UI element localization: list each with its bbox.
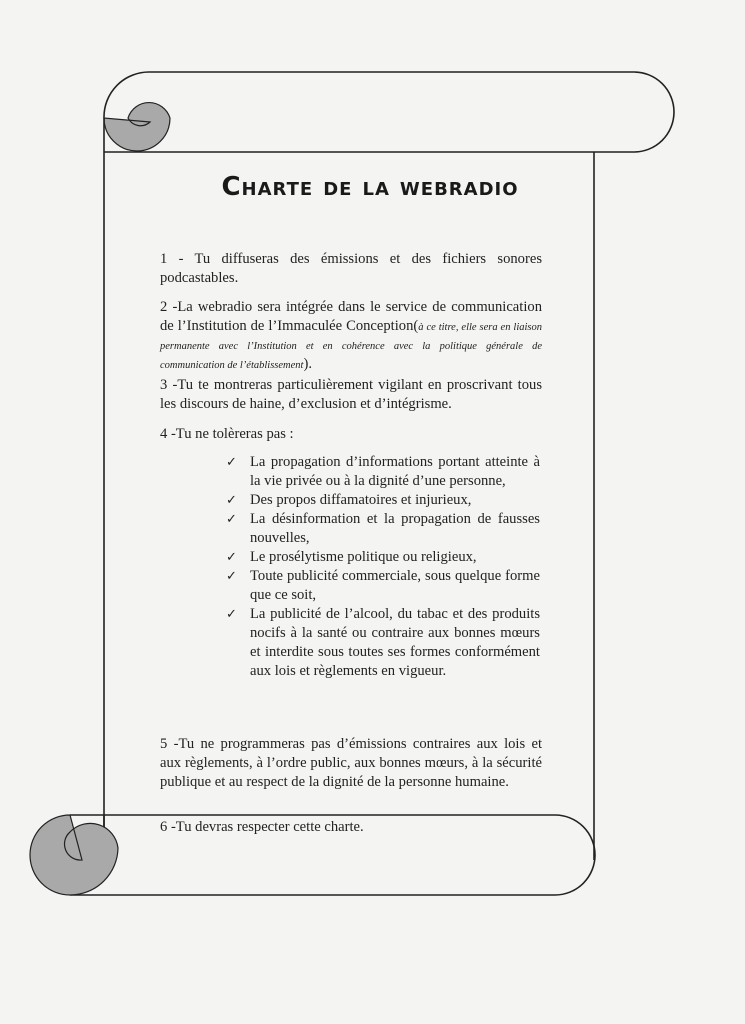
rule-6: 6 -Tu devras respecter cette charte. [160, 819, 364, 835]
checkmark-icon: ✓ [226, 550, 237, 565]
scroll-top-curl [104, 103, 170, 151]
checkmark-icon: ✓ [226, 512, 237, 527]
list-item [226, 548, 540, 567]
rule-2-main: 2 -La webradio sera intégrée dans le service de communication de l’Institution de l’Immaculée Conception( [160, 299, 542, 334]
list-item-text: Toute publicité commerciale, sous quelque forme que ce soit, [250, 568, 540, 603]
list-item [226, 605, 540, 681]
list-item-text: La publicité de l’alcool, du tabac et des produits nocifs à la santé ou contraire aux bonnes mœurs et interdite sous toutes ses formes conformément aux lois et règlements en vigueur. [250, 606, 540, 679]
list-item [226, 491, 540, 510]
rule-2-end: ). [303, 356, 312, 372]
list-item-text: Des propos diffamatoires et injurieux, [250, 492, 472, 508]
list-item-text: La propagation d’informations portant atteinte à la vie privée ou à la dignité d’une personne, [250, 454, 540, 489]
checkmark-icon: ✓ [226, 493, 237, 508]
document-title: Charte de la webradio [221, 172, 519, 202]
scroll-bottom-curl [30, 815, 118, 895]
list-item-text: Le prosélytisme politique ou religieux, [250, 549, 477, 565]
list-item [226, 567, 540, 605]
rule-2 [160, 298, 542, 374]
list-item [226, 510, 540, 548]
forbidden-list [226, 453, 540, 681]
checkmark-icon: ✓ [226, 569, 237, 584]
rule-1: 1 - Tu diffuseras des émissions et des fichiers sonores podcastables. [160, 251, 542, 286]
checkmark-icon: ✓ [226, 455, 237, 470]
rule-3: 3 -Tu te montreras particulièrement vigilant en proscrivant tous les discours de haine, d’exclusion et d’intégrisme. [160, 377, 542, 412]
list-item [226, 453, 540, 491]
rule-2-note: à ce titre, elle sera en liaison permanente avec l’Institution et en cohérence avec la politique générale de communication de l’établissement [160, 322, 543, 371]
list-item-text: La désinformation et la propagation de fausses nouvelles, [250, 511, 540, 546]
checkmark-icon: ✓ [226, 607, 237, 622]
scroll-top-roll [104, 72, 674, 152]
rule-5: 5 -Tu ne programmeras pas d’émissions contraires aux lois et aux règlements, à l’ordre public, aux bonnes mœurs, à la sécurité publique et au respect de la dignité de la personne humaine. [160, 736, 542, 790]
rule-4: 4 -Tu ne tolèreras pas : [160, 426, 294, 442]
